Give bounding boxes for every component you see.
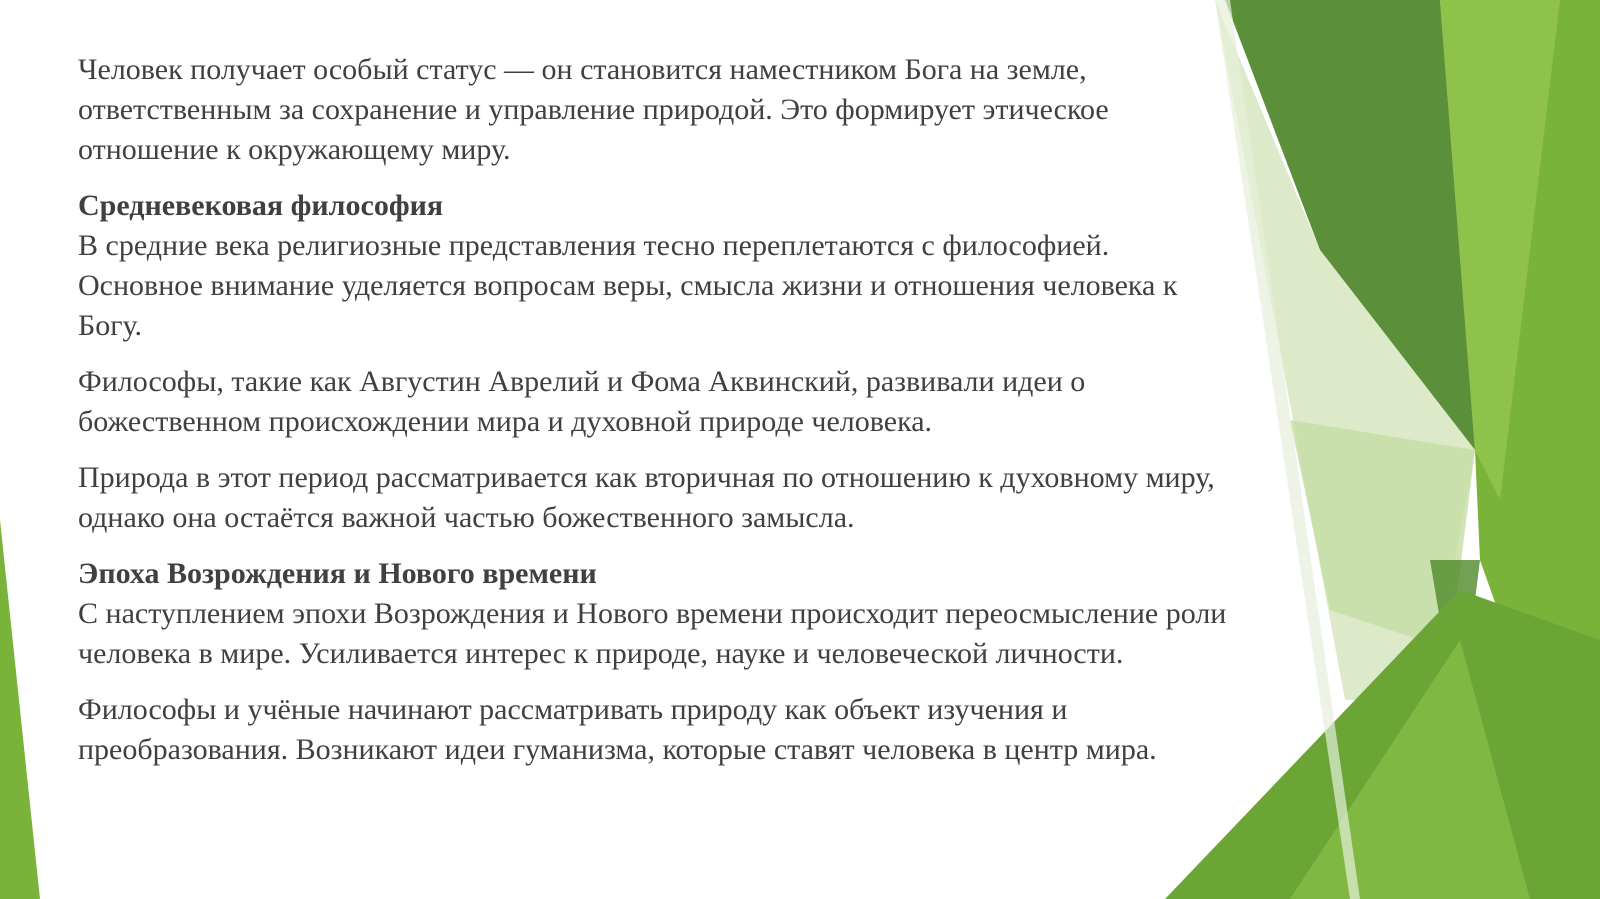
paragraph-text: В средние века религиозные представления тесно переплетаются с философией. Основное внимание уделяется вопросам веры, смысла жизни и отношения человека к Богу.: [78, 229, 1178, 342]
paragraph-text: Философы и учёные начинают рассматривать природу как объект изучения и преобразования. Возникают идеи гуманизма, которые ставят человека в центр мира.: [78, 693, 1157, 766]
paragraph-text: С наступлением эпохи Возрождения и Нового времени происходит переосмысление роли человека в мире. Усиливается интерес к природе, науке и человеческой личности.: [78, 597, 1227, 670]
paragraph-medieval: [78, 186, 1238, 346]
slide-text-body: [78, 50, 1238, 786]
paragraph-nature-secondary: [78, 458, 1238, 538]
section-heading-renaissance: Эпоха Возрождения и Нового времени: [78, 557, 597, 590]
paragraph-text: Природа в этот период рассматривается как вторичная по отношению к духовному миру, однако она остаётся важной частью божественного замысла.: [78, 461, 1215, 534]
left-green-sliver: [0, 520, 40, 899]
paragraph-humanism: [78, 690, 1238, 770]
section-heading-medieval: Средневековая философия: [78, 189, 444, 222]
paragraph-philosophers: [78, 362, 1238, 442]
paragraph-text: Человек получает особый статус — он становится наместником Бога на земле, ответственным за сохранение и управление природой. Это формирует этическое отношение к окружающему миру.: [78, 53, 1109, 166]
paragraph-text: Философы, такие как Августин Аврелий и Фома Аквинский, развивали идеи о божественном происхождении мира и духовной природе человека.: [78, 365, 1086, 438]
paragraph-renaissance: [78, 554, 1238, 674]
paragraph-stewardship: [78, 50, 1238, 170]
